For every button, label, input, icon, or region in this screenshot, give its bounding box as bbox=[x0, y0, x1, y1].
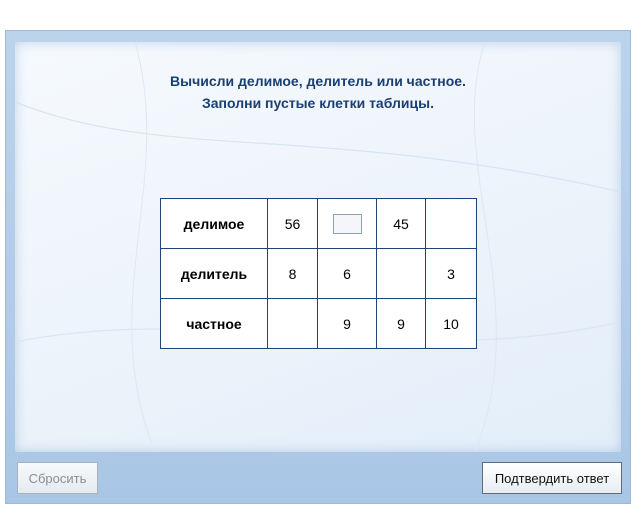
table-cell: 9 bbox=[377, 299, 426, 349]
table-cell: 8 bbox=[268, 249, 318, 299]
table-cell: 45 bbox=[377, 199, 426, 249]
empty-answer-cell[interactable] bbox=[426, 199, 477, 249]
instruction-line-2: Заполни пустые клетки таблицы. bbox=[202, 95, 434, 111]
row-label-quotient: частное bbox=[161, 299, 268, 349]
table-row-quotient bbox=[161, 299, 477, 349]
table-cell: 6 bbox=[318, 249, 377, 299]
row-label-dividend: делимое bbox=[161, 199, 268, 249]
table-row-divisor bbox=[161, 249, 477, 299]
table-cell: 3 bbox=[426, 249, 477, 299]
task-instructions bbox=[15, 70, 621, 114]
table-cell: 10 bbox=[426, 299, 477, 349]
reset-button[interactable]: Сбросить bbox=[17, 462, 98, 494]
bottom-toolbar bbox=[6, 452, 630, 504]
empty-answer-cell[interactable] bbox=[377, 249, 426, 299]
table-row-dividend bbox=[161, 199, 477, 249]
answer-cell[interactable] bbox=[318, 199, 377, 249]
answer-input[interactable] bbox=[333, 214, 362, 234]
task-panel bbox=[15, 42, 621, 452]
confirm-answer-button[interactable]: Подтвердить ответ bbox=[482, 462, 622, 494]
row-label-divisor: делитель bbox=[161, 249, 268, 299]
table-cell: 9 bbox=[318, 299, 377, 349]
division-table bbox=[160, 198, 477, 349]
instruction-line-1: Вычисли делимое, делитель или частное. bbox=[170, 73, 466, 89]
table-cell: 56 bbox=[268, 199, 318, 249]
empty-answer-cell[interactable] bbox=[268, 299, 318, 349]
